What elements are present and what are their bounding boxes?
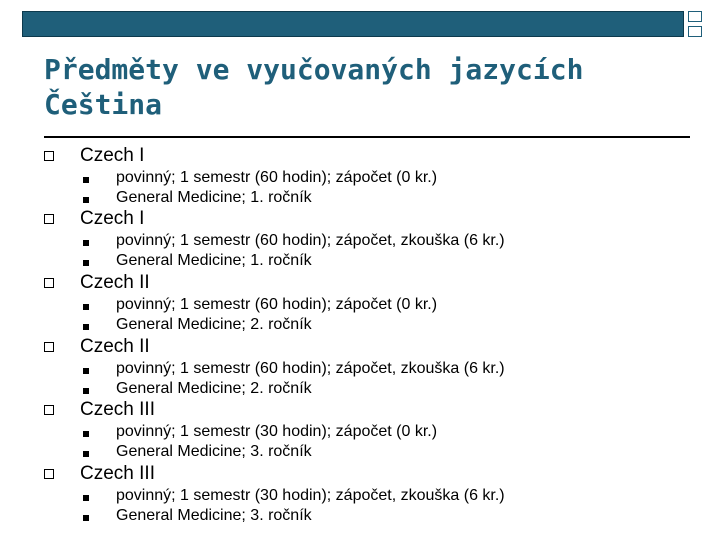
course-name: Czech I	[80, 208, 145, 229]
filled-square-icon	[83, 240, 89, 246]
course-name: Czech II	[80, 336, 150, 357]
filled-square-icon	[83, 431, 89, 437]
course-name: Czech III	[80, 399, 155, 420]
filled-square-icon	[83, 388, 89, 394]
course-detail: povinný; 1 semestr (60 hodin); zápočet, zkouška (6 kr.)	[116, 232, 505, 249]
course-detail: General Medicine; 2. ročník	[116, 316, 312, 333]
course-detail: povinný; 1 semestr (30 hodin); zápočet, zkouška (6 kr.)	[116, 487, 505, 504]
course-detail: General Medicine; 1. ročník	[116, 189, 312, 206]
filled-square-icon	[83, 515, 89, 521]
course-detail: povinný; 1 semestr (60 hodin); zápočet (0 kr.)	[116, 169, 438, 186]
filled-square-icon	[83, 197, 89, 203]
filled-square-icon	[83, 368, 89, 374]
course-name: Czech I	[80, 145, 145, 166]
filled-square-icon	[83, 260, 89, 266]
hollow-square-icon	[44, 278, 54, 288]
filled-square-icon	[83, 177, 89, 183]
course-detail: General Medicine; 3. ročník	[116, 507, 312, 524]
hollow-square-icon	[44, 469, 54, 479]
filled-square-icon	[83, 304, 89, 310]
course-detail: povinný; 1 semestr (30 hodin); zápočet (0 kr.)	[116, 423, 438, 440]
course-detail: povinný; 1 semestr (60 hodin); zápočet (0 kr.)	[116, 296, 438, 313]
hollow-square-icon	[44, 342, 54, 352]
filled-square-icon	[83, 451, 89, 457]
page-title-line-1: Předměty ve vyučovaných jazycích	[44, 53, 584, 86]
filled-square-icon	[83, 324, 89, 330]
course-detail: General Medicine; 3. ročník	[116, 443, 312, 460]
page-title-line-2: Čeština	[44, 88, 163, 121]
hollow-square-icon	[44, 405, 54, 415]
hollow-square-icon	[44, 151, 54, 161]
course-name: Czech II	[80, 272, 150, 293]
course-detail: General Medicine; 1. ročník	[116, 252, 312, 269]
course-name: Czech III	[80, 463, 155, 484]
course-detail: General Medicine; 2. ročník	[116, 380, 312, 397]
filled-square-icon	[83, 495, 89, 501]
hollow-square-icon	[44, 214, 54, 224]
course-detail: povinný; 1 semestr (60 hodin); zápočet, zkouška (6 kr.)	[116, 360, 505, 377]
